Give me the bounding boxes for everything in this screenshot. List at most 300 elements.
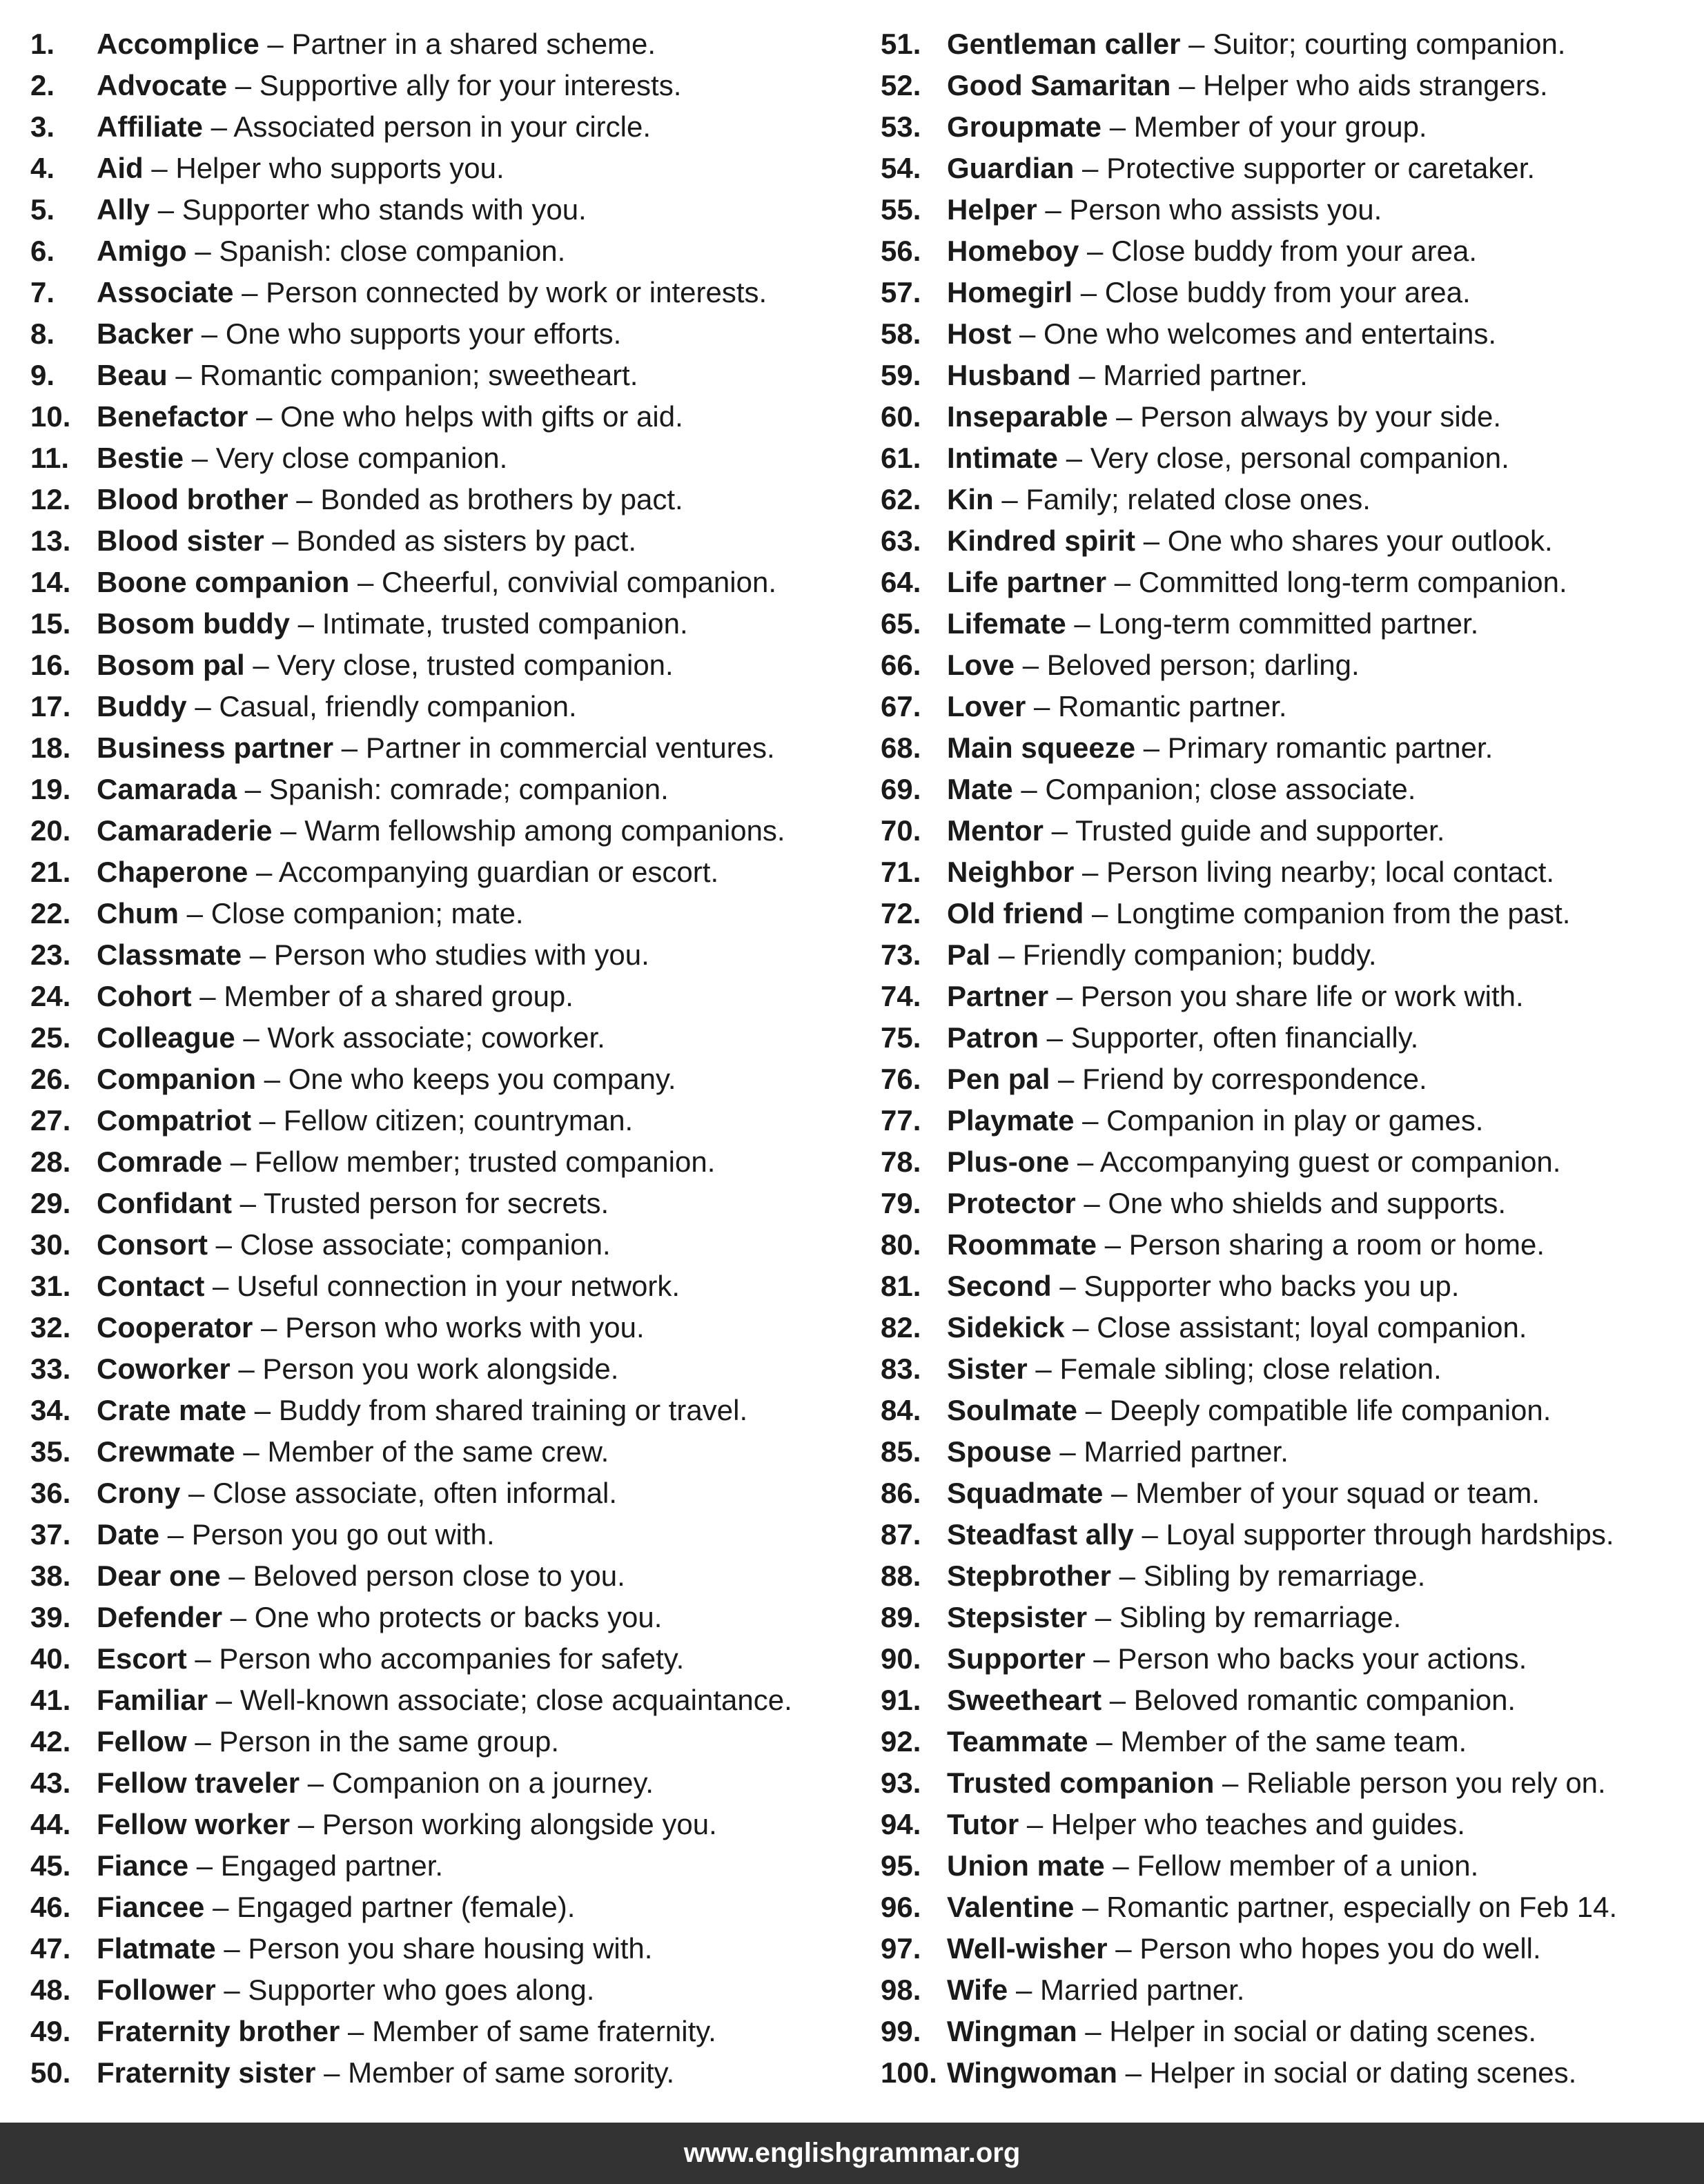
item-separator: – <box>259 28 292 60</box>
item-definition: Close associate; companion. <box>239 1228 611 1261</box>
item-number: 67. <box>881 690 921 722</box>
item-definition: Female sibling; close relation. <box>1059 1352 1442 1385</box>
item-term: Intimate <box>947 442 1059 474</box>
item-text <box>947 686 1287 727</box>
item-text <box>97 1141 715 1183</box>
item-definition: Romantic partner, especially on Feb 14. <box>1106 1891 1618 1923</box>
item-term: Colleague <box>97 1021 235 1054</box>
item-definition: Member of your squad or team. <box>1135 1477 1540 1509</box>
item-term: Cohort <box>97 980 192 1012</box>
item-definition: Close buddy from your area. <box>1111 235 1477 267</box>
item-number: 37. <box>30 1518 71 1551</box>
item-term: Backer <box>97 317 194 350</box>
list-item <box>881 976 1695 1017</box>
list-item <box>30 1804 845 1845</box>
item-separator: – <box>204 1270 237 1302</box>
item-text <box>947 1059 1427 1100</box>
list-item <box>881 1804 1695 1845</box>
item-separator: – <box>186 235 219 267</box>
item-term: Crony <box>97 1477 181 1509</box>
item-term: Host <box>947 317 1012 350</box>
list-item <box>30 65 845 106</box>
item-definition: Loyal supporter through hardships. <box>1166 1518 1614 1551</box>
item-separator: – <box>1103 1477 1136 1509</box>
item-term: Consort <box>97 1228 208 1261</box>
item-definition: Person always by your side. <box>1140 400 1502 433</box>
list-item <box>30 2052 845 2094</box>
item-separator: – <box>1027 1352 1060 1385</box>
item-definition: Companion in play or games. <box>1106 1104 1484 1137</box>
item-number: 46. <box>30 1891 71 1923</box>
item-text <box>947 230 1477 272</box>
list-item <box>30 230 845 272</box>
item-number: 5. <box>30 193 55 226</box>
item-separator: – <box>1008 1974 1040 2006</box>
item-separator: – <box>1051 1435 1084 1468</box>
item-separator: – <box>300 1767 332 1799</box>
list-item <box>881 1845 1695 1887</box>
item-definition: Supporter who stands with you. <box>182 193 587 226</box>
item-definition: Engaged partner. <box>220 1849 444 1882</box>
item-term: Helper <box>947 193 1037 226</box>
item-text <box>947 1307 1527 1348</box>
item-text <box>947 2052 1576 2094</box>
item-definition: Companion on a journey. <box>331 1767 654 1799</box>
item-number: 91. <box>881 1684 921 1716</box>
list-item <box>30 106 845 148</box>
item-number: 15. <box>30 607 71 640</box>
item-term: Date <box>97 1518 160 1551</box>
item-separator: – <box>1073 276 1105 308</box>
item-term: Neighbor <box>947 856 1075 888</box>
item-number: 17. <box>30 690 71 722</box>
item-text <box>97 1348 618 1390</box>
item-text <box>947 727 1493 769</box>
item-separator: – <box>1051 1270 1084 1302</box>
item-definition: One who protects or backs you. <box>254 1601 663 1633</box>
footer-bar <box>0 2123 1704 2184</box>
item-term: Valentine <box>947 1891 1075 1923</box>
item-number: 75. <box>881 1021 921 1054</box>
item-number: 49. <box>30 2015 71 2047</box>
item-term: Camaraderie <box>97 814 273 847</box>
item-term: Business partner <box>97 731 334 764</box>
item-separator: – <box>1107 1932 1140 1965</box>
list-item <box>30 313 845 355</box>
item-number: 30. <box>30 1228 71 1261</box>
item-term: Comrade <box>97 1145 223 1178</box>
item-definition: Spanish: comrade; companion. <box>268 773 669 805</box>
item-text <box>947 1266 1459 1307</box>
item-text <box>97 562 776 603</box>
item-definition: Person living nearby; local contact. <box>1106 856 1555 888</box>
list-item <box>881 23 1695 65</box>
item-definition: Partner in a shared scheme. <box>291 28 656 60</box>
item-text <box>947 769 1416 810</box>
item-number: 10. <box>30 400 71 433</box>
item-number: 61. <box>881 442 921 474</box>
item-text <box>97 1514 495 1555</box>
item-term: Roommate <box>947 1228 1097 1261</box>
item-definition: Long-term committed partner. <box>1098 607 1479 640</box>
item-text <box>97 1059 676 1100</box>
item-definition: Family; related close ones. <box>1026 483 1371 515</box>
item-number: 64. <box>881 566 921 598</box>
item-separator: – <box>191 980 224 1012</box>
item-number: 80. <box>881 1228 921 1261</box>
item-definition: Well-known associate; close acquaintance. <box>239 1684 792 1716</box>
item-text <box>97 106 651 148</box>
item-number: 58. <box>881 317 921 350</box>
list-item <box>881 65 1695 106</box>
item-definition: Beloved person; darling. <box>1046 649 1360 681</box>
list-item <box>30 1762 845 1804</box>
item-text <box>947 976 1524 1017</box>
item-number: 79. <box>881 1187 921 1219</box>
item-definition: Protective supporter or caretaker. <box>1106 152 1536 184</box>
item-term: Coworker <box>97 1352 231 1385</box>
item-definition: Supporter who backs you up. <box>1084 1270 1460 1302</box>
item-definition: Person who hopes you do well. <box>1139 1932 1541 1965</box>
item-definition: Fellow citizen; countryman. <box>283 1104 634 1137</box>
item-text <box>97 2052 674 2094</box>
item-text <box>947 1680 1516 1721</box>
item-separator: – <box>1064 1311 1097 1344</box>
item-term: Amigo <box>97 235 187 267</box>
item-number: 60. <box>881 400 921 433</box>
list-item <box>30 769 845 810</box>
item-text <box>97 1638 684 1680</box>
item-number: 95. <box>881 1849 921 1882</box>
item-text <box>947 603 1478 645</box>
item-definition: Person connected by work or interests. <box>266 276 767 308</box>
item-text <box>947 1804 1465 1845</box>
item-definition: Sibling by remarriage. <box>1143 1560 1426 1592</box>
item-text <box>947 396 1501 437</box>
item-separator: – <box>1104 1849 1137 1882</box>
item-definition: Helper who aids strangers. <box>1203 69 1548 101</box>
item-number: 25. <box>30 1021 71 1054</box>
item-number: 81. <box>881 1270 921 1302</box>
item-definition: Romantic companion; sweetheart. <box>199 359 638 391</box>
item-text <box>97 1473 617 1514</box>
item-number: 47. <box>30 1932 71 1965</box>
item-number: 45. <box>30 1849 71 1882</box>
item-definition: Warm fellowship among companions. <box>304 814 785 847</box>
list-item <box>30 520 845 562</box>
item-term: Follower <box>97 1974 216 2006</box>
item-text <box>97 1928 652 1969</box>
item-separator: – <box>204 1891 237 1923</box>
item-separator: – <box>1037 193 1070 226</box>
item-term: Associate <box>97 276 234 308</box>
item-term: Playmate <box>947 1104 1075 1137</box>
item-text <box>97 1887 575 1928</box>
item-definition: Primary romantic partner. <box>1167 731 1494 764</box>
item-term: Mentor <box>947 814 1044 847</box>
item-term: Teammate <box>947 1725 1088 1758</box>
item-definition: Supporter who goes along. <box>248 1974 595 2006</box>
item-number: 93. <box>881 1767 921 1799</box>
item-text <box>947 852 1554 893</box>
item-definition: Person you share housing with. <box>248 1932 653 1965</box>
item-separator: – <box>184 442 216 474</box>
item-number: 31. <box>30 1270 71 1302</box>
item-definition: Bonded as brothers by pact. <box>320 483 683 515</box>
item-definition: Person who accompanies for safety. <box>219 1642 685 1675</box>
item-definition: Reliable person you rely on. <box>1246 1767 1606 1799</box>
item-number: 73. <box>881 938 921 971</box>
item-text <box>97 1804 717 1845</box>
item-term: Main squeeze <box>947 731 1136 764</box>
item-term: Ally <box>97 193 150 226</box>
list-item <box>30 1307 845 1348</box>
item-definition: One who shields and supports. <box>1108 1187 1507 1219</box>
item-term: Accomplice <box>97 28 259 60</box>
item-separator: – <box>1101 110 1134 143</box>
item-definition: Trusted guide and supporter. <box>1075 814 1445 847</box>
item-definition: Member of same sorority. <box>348 2056 675 2089</box>
item-separator: – <box>244 649 277 681</box>
item-text <box>947 479 1371 520</box>
item-definition: One who keeps you company. <box>288 1063 676 1095</box>
item-separator: – <box>150 193 182 226</box>
item-text <box>947 1887 1617 1928</box>
item-text <box>97 686 577 727</box>
item-separator: – <box>222 1601 255 1633</box>
list-item <box>881 1141 1695 1183</box>
item-separator: – <box>231 1187 264 1219</box>
item-separator: – <box>255 1063 288 1095</box>
item-text <box>947 1555 1425 1597</box>
item-text <box>97 1555 625 1597</box>
item-separator: – <box>1106 566 1139 598</box>
item-term: Partner <box>947 980 1049 1012</box>
item-text <box>947 1017 1418 1059</box>
list-item <box>881 1348 1695 1390</box>
list-item <box>881 893 1695 934</box>
item-text <box>947 189 1382 230</box>
item-separator: – <box>1077 1394 1110 1426</box>
item-number: 48. <box>30 1974 71 2006</box>
list-item <box>30 1059 845 1100</box>
item-text <box>97 852 718 893</box>
item-number: 74. <box>881 980 921 1012</box>
item-definition: Married partner. <box>1103 359 1308 391</box>
item-term: Second <box>947 1270 1052 1302</box>
item-term: Dear one <box>97 1560 221 1592</box>
item-number: 76. <box>881 1063 921 1095</box>
item-separator: – <box>1087 1601 1119 1633</box>
item-separator: – <box>215 1932 248 1965</box>
item-separator: – <box>1074 152 1107 184</box>
item-text <box>97 893 524 934</box>
item-number: 35. <box>30 1435 71 1468</box>
list-item <box>30 934 845 976</box>
item-term: Steadfast ally <box>947 1518 1134 1551</box>
list-item <box>881 1597 1695 1638</box>
list-item <box>30 645 845 686</box>
list-item <box>881 1183 1695 1224</box>
item-separator: – <box>159 1518 192 1551</box>
item-text <box>97 189 587 230</box>
item-definition: Person sharing a room or home. <box>1128 1228 1545 1261</box>
item-text <box>947 1348 1442 1390</box>
item-separator: – <box>208 1684 240 1716</box>
list-item <box>881 1390 1695 1431</box>
item-number: 97. <box>881 1932 921 1965</box>
item-term: Chum <box>97 897 179 929</box>
item-text <box>97 272 767 313</box>
item-term: Crewmate <box>97 1435 235 1468</box>
item-term: Fellow traveler <box>97 1767 300 1799</box>
list-item <box>30 1555 845 1597</box>
item-term: Benefactor <box>97 400 248 433</box>
item-definition: Person you work alongside. <box>262 1352 619 1385</box>
item-separator: – <box>203 110 234 143</box>
item-separator: – <box>188 1849 221 1882</box>
item-definition: Person who backs your actions. <box>1117 1642 1527 1675</box>
item-separator: – <box>235 1021 268 1054</box>
item-term: Wingman <box>947 2015 1077 2047</box>
item-text <box>947 2011 1536 2052</box>
list-item <box>30 148 845 189</box>
item-separator: – <box>1108 400 1141 433</box>
list-item <box>881 189 1695 230</box>
item-definition: Close assistant; loyal companion. <box>1097 1311 1527 1344</box>
item-separator: – <box>1214 1767 1247 1799</box>
item-separator: – <box>349 566 382 598</box>
item-separator: – <box>1088 1725 1121 1758</box>
item-separator: – <box>186 690 219 722</box>
item-definition: Helper in social or dating scenes. <box>1109 2015 1536 2047</box>
item-definition: Person working alongside you. <box>322 1808 717 1840</box>
item-text <box>947 1183 1506 1224</box>
item-number: 26. <box>30 1063 71 1095</box>
item-definition: Member of the same team. <box>1120 1725 1467 1758</box>
list-item <box>30 893 845 934</box>
item-number: 18. <box>30 731 71 764</box>
list-item <box>30 810 845 852</box>
item-number: 36. <box>30 1477 71 1509</box>
item-separator: – <box>1074 1891 1107 1923</box>
item-definition: Fellow member; trusted companion. <box>254 1145 716 1178</box>
item-term: Boone companion <box>97 566 350 598</box>
item-separator: – <box>1171 69 1204 101</box>
item-separator: – <box>1070 359 1104 391</box>
item-number: 55. <box>881 193 921 226</box>
item-term: Stepsister <box>947 1601 1088 1633</box>
item-term: Escort <box>97 1642 187 1675</box>
item-number: 43. <box>30 1767 71 1799</box>
list-item <box>881 1555 1695 1597</box>
item-separator: – <box>248 400 281 433</box>
item-term: Union mate <box>947 1849 1105 1882</box>
item-number: 7. <box>30 276 55 308</box>
item-text <box>97 1597 662 1638</box>
item-number: 13. <box>30 524 71 557</box>
item-text <box>947 65 1548 106</box>
item-number: 9. <box>30 359 55 391</box>
item-text <box>947 1431 1289 1473</box>
item-term: Homegirl <box>947 276 1073 308</box>
item-text <box>97 1721 559 1762</box>
list-item <box>881 437 1695 479</box>
item-separator: – <box>1066 607 1099 640</box>
item-separator: – <box>1075 1187 1108 1219</box>
item-number: 27. <box>30 1104 71 1137</box>
item-number: 72. <box>881 897 921 929</box>
list-item <box>30 355 845 396</box>
item-separator: – <box>990 938 1023 971</box>
item-text <box>947 1969 1244 2011</box>
item-text <box>947 1597 1401 1638</box>
item-term: Kindred spirit <box>947 524 1136 557</box>
item-number: 42. <box>30 1725 71 1758</box>
item-term: Mate <box>947 773 1013 805</box>
item-separator: – <box>1015 649 1047 681</box>
item-separator: – <box>186 1725 219 1758</box>
item-separator: – <box>208 1228 240 1261</box>
item-definition: Married partner. <box>1084 1435 1289 1468</box>
item-separator: – <box>235 1435 268 1468</box>
item-number: 41. <box>30 1684 71 1716</box>
item-text <box>97 396 683 437</box>
item-separator: – <box>248 856 279 888</box>
item-number: 87. <box>881 1518 921 1551</box>
item-number: 32. <box>30 1311 71 1344</box>
item-definition: Helper who supports you. <box>175 152 505 184</box>
item-term: Good Samaritan <box>947 69 1171 101</box>
item-separator: – <box>180 1477 213 1509</box>
item-number: 96. <box>881 1891 921 1923</box>
item-definition: Helper who teaches and guides. <box>1050 1808 1465 1840</box>
item-text <box>947 313 1496 355</box>
item-text <box>97 1431 609 1473</box>
item-text <box>97 313 621 355</box>
item-text <box>97 1017 605 1059</box>
item-text <box>97 1224 611 1266</box>
list-item <box>30 1887 845 1928</box>
list-item <box>881 1059 1695 1100</box>
item-number: 65. <box>881 607 921 640</box>
list-item <box>30 1969 845 2011</box>
item-text <box>947 272 1471 313</box>
list-item <box>30 1141 845 1183</box>
list-item <box>881 934 1695 976</box>
item-separator: – <box>1135 524 1168 557</box>
item-definition: Work associate; coworker. <box>267 1021 605 1054</box>
item-term: Trusted companion <box>947 1767 1215 1799</box>
list-item <box>881 1638 1695 1680</box>
item-term: Inseparable <box>947 400 1108 433</box>
item-number: 63. <box>881 524 921 557</box>
list-item <box>30 1597 845 1638</box>
item-text <box>947 355 1308 396</box>
item-separator: – <box>215 1974 248 2006</box>
item-separator: – <box>1026 690 1059 722</box>
item-separator: – <box>242 938 274 971</box>
item-number: 86. <box>881 1477 921 1509</box>
item-text <box>97 437 507 479</box>
item-separator: – <box>315 2056 349 2089</box>
item-text <box>97 1266 680 1307</box>
item-number: 16. <box>30 649 71 681</box>
item-separator: – <box>1133 1518 1166 1551</box>
item-number: 23. <box>30 938 71 971</box>
item-definition: Deeply compatible life companion. <box>1109 1394 1551 1426</box>
item-number: 70. <box>881 814 921 847</box>
